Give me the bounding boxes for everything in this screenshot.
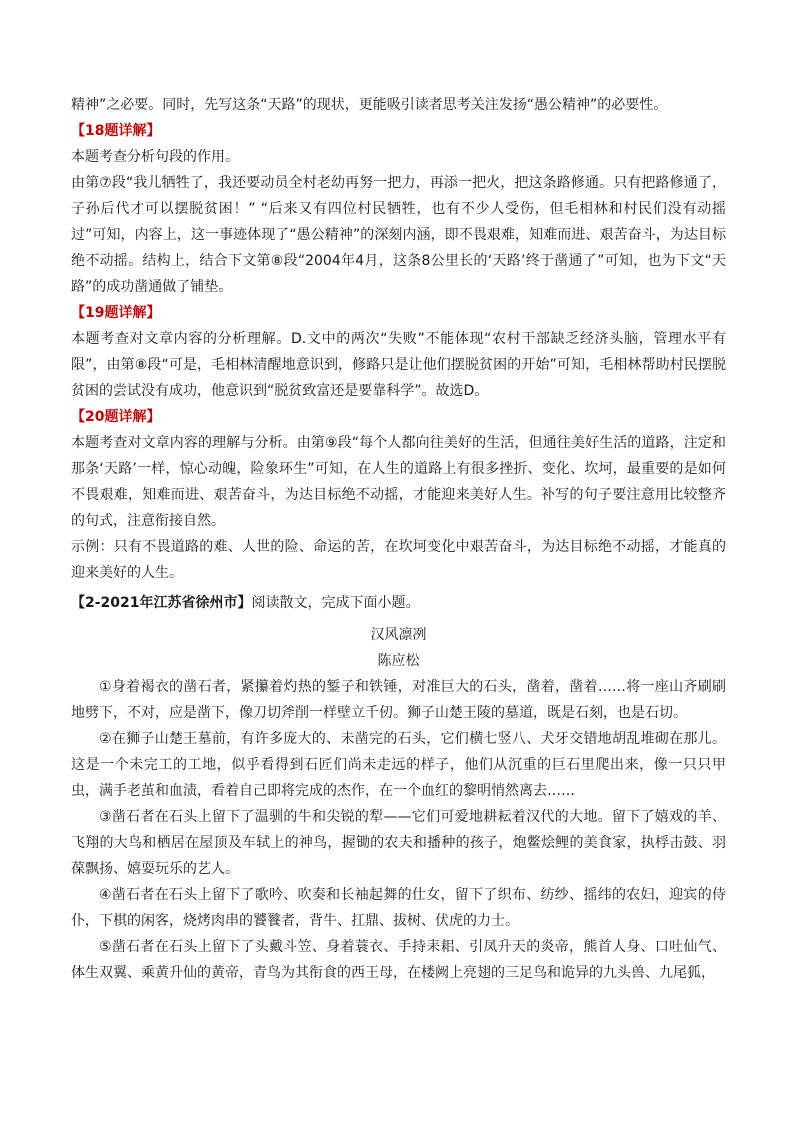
heading-q19: 【19题详解】 xyxy=(71,305,161,321)
source-label: 【2-2021年江苏省徐州市】 xyxy=(71,595,252,611)
source-instruction: 阅读散文，完成下面小题。 xyxy=(251,595,420,611)
paragraph-q18-intro: 本题考查分析句段的作用。 xyxy=(71,149,239,165)
essay-title: 汉风凛冽 xyxy=(370,627,427,643)
paragraph-q18-body: 由第⑦段“我儿牺牲了，我还要动员全村老幼再努一把力，再添一把火，把这条路修通。只有把路修通了，子孙后代才可以摆脱贫困！” “后来又有四位村民牺牲，也有不少人受伤，但毛相林和村民们没有动摇过”可知，内容上，这一事迹体现了“愚公精神”的深刻内涵，即不畏艰难，知难而进、艰苦奋斗，为达目标绝不动摇。结构上，结合下文第⑧段“2004年4月，这条8公里长的‘天路’终于凿通了”可知，也为下文“天路”的成功凿通做了铺垫。 xyxy=(71,175,726,295)
essay-paragraph-4: ④凿石者在石头上留下了歌吟、吹奏和长袖起舞的仕女，留下了织布、纺纱、摇纬的农妇，迎宾的侍仆，下棋的闲客，烧烤肉串的饕餮者，背牛、扛鼎、拔树、伏虎的力士。 xyxy=(71,887,726,929)
essay-paragraph-1: ①身着褐衣的凿石者，紧攥着灼热的錾子和铁锤，对准巨大的石头，凿着，凿着……将一座山齐刷刷地劈下，不对，应是凿下，像刀切斧削一样壁立千仞。狮子山楚王陵的墓道，既是石刻，也是石切。 xyxy=(71,679,726,721)
source-line xyxy=(71,590,726,616)
paragraph-q20-body: 本题考查对文章内容的理解与分析。由第⑨段“每个人都向往美好的生活，但通往美好生活的道路，注定和那条‘天路’一样，惊心动魄，险象环生”可知，在人生的道路上有很多挫折、变化、坎坷，最重要的是如何不畏艰难，知难而进、艰苦奋斗，为达目标绝不动摇，才能迎来美好人生。补写的句子要注意用比较整齐的句式，注意衔接自然。 xyxy=(71,435,726,529)
heading-q18: 【18题详解】 xyxy=(71,123,161,139)
essay-paragraph-3: ③凿石者在石头上留下了温驯的牛和尖锐的犁——它们可爱地耕耘着汉代的大地。留下了嬉戏的羊、飞翔的大鸟和栖居在屋顶及车轼上的神鸟，握锄的农夫和播种的孩子，炮鳖烩鲤的美食家，执桴击鼓、羽葆飘扬、嬉耍玩乐的艺人。 xyxy=(71,809,726,877)
essay-author: 陈应松 xyxy=(377,653,420,669)
essay-paragraph-5: ⑤凿石者在石头上留下了头戴斗笠、身着蓑衣、手持耒耜、引凤升天的炎帝，熊首人身、口吐仙气、体生双翼、乘黄升仙的黄帝，青鸟为其衔食的西王母，在楼阙上亮翅的三足鸟和诡异的九头兽、九尾狐， xyxy=(71,939,726,981)
paragraph-continuation: 精神”之必要。同时，先写这条“天路”的现状，更能吸引读者思考关注发扬“愚公精神”的必要性。 xyxy=(71,97,668,113)
heading-q20: 【20题详解】 xyxy=(71,409,161,425)
paragraph-q19-body: 本题考查对文章内容的分析理解。D.文中的两次“失败”不能体现“农村干部缺乏经济头脑，管理水平有限”，由第⑧段“可是，毛相林清醒地意识到，修路只是让他们摆脱贫困的开始”可知，毛相林帮助村民摆脱贫困的尝试没有成功，他意识到“脱贫致富还是要靠科学”。故选D。 xyxy=(71,331,726,399)
essay-paragraph-2: ②在狮子山楚王墓前，有许多庞大的、未凿完的石头，它们横七竖八、犬牙交错地胡乱堆砌在那儿。这是一个未完工的工地，似乎看得到石匠们尚未走远的样子，他们从沉重的巨石里爬出来，像一只只甲虫，满手老茧和血渍，看着自己即将完成的杰作，在一个血红的黎明悄然离去…… xyxy=(71,731,726,799)
paragraph-q20-example: 示例：只有不畏道路的难、人世的险、命运的苦，在坎坷变化中艰苦奋斗，为达目标绝不动摇，才能真的迎来美好的人生。 xyxy=(71,539,726,581)
document-content xyxy=(71,92,726,986)
